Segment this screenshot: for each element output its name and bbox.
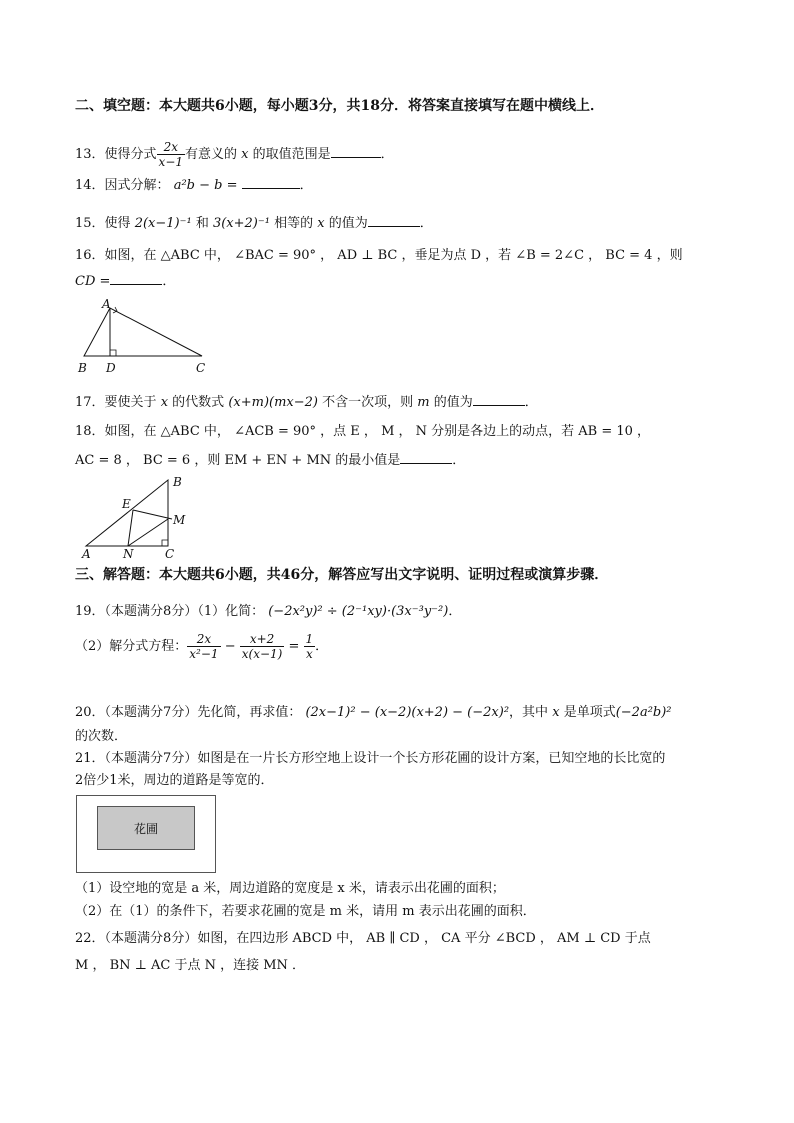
fraction-2x-over-x-1: $\frac{2x}{x-1}$ [158,140,184,169]
label-M: M [173,513,186,527]
question-16-line-2: CD = ． [75,274,176,289]
question-21-line-1: 21．（本题满分7分）如图是在一片长方形空地上设计一个长方形花圃的设计方案，已知空地的长比宽的 [75,751,666,766]
section-2-heading: 二、填空题：本大题共6小题，每小题3分，共18分．将答案直接填写在题中横线上． [75,98,604,114]
answer-blank-13[interactable] [331,145,381,158]
answer-blank-14[interactable] [242,176,300,189]
question-19-part-2: （2）解分式方程： $\frac{2x}{\text{x²−1}}$ − $\frac{x+2}{x(x-1)}$ = $\frac{1}{x}$ ． [75,632,329,661]
label-E: E [122,497,131,511]
label-C: C [165,547,175,561]
question-18-line-2: AC = 8 ， BC = 6 ，则 EM + EN + MN 的最小值是 ． [75,453,466,468]
question-21-sub-2: （2）在（1）的条件下，若要求花圃的宽是 m 米，请用 m 表示出花圃的面积． [75,904,536,919]
question-22-line-2: M ， BN ⊥ AC 于点 N ，连接 MN ． [75,958,306,973]
question-14: 14．因式分解： a²b − b = ． [75,178,313,193]
answer-blank-17[interactable] [473,393,525,406]
label-D: D [106,361,116,375]
answer-blank-18[interactable] [400,451,452,464]
question-20-line-1: 20．（本题满分7分）先化简，再求值： (2x−1)² − (x−2)(x+2) − (−2x)²，其中 x 是单项式(−2a²b)² [75,705,672,720]
label-B: B [173,475,182,489]
question-16-line-1: 16．如图，在 △ABC 中， ∠BAC = 90° ， AD ⊥ BC ，垂足为点 D ，若 ∠B = 2∠C ， BC = 4 ，则 [75,248,683,263]
figure-18-triangle [76,472,196,562]
fraction-3: $\frac{1}{x}$ [305,632,314,661]
label-N: N [123,547,134,561]
question-20-line-2: 的次数． [75,729,128,744]
garden-label: 花圃 [133,821,158,836]
fraction-1: $\frac{2x}{\text{x²−1}}$ [189,632,219,661]
question-13: 13．使得分式 $\frac{2x}{x-1}$ 有意义的 x 的取值范围是 ． [75,140,394,169]
label-C: C [196,361,206,375]
question-18-line-1: 18．如图，在 △ABC 中， ∠ACB = 90° ，点 E ， M ， N 分别是各边上的动点，若 AB = 10 ， [75,424,651,439]
answer-blank-15[interactable] [368,214,420,227]
figure-16-triangle [72,298,222,378]
question-17: 17．要使关于 x 的代数式 (x+m)(mx−2) 不含一次项，则 m 的值为 ． [75,395,538,410]
question-21-line-2: 2倍少1米，周边的道路是等宽的． [75,773,274,788]
answer-blank-16[interactable] [110,272,162,285]
question-19-part-1: 19．（本题满分8分）（1）化简： (−2x²y)² ÷ (2⁻¹xy)·(3x⁻³y⁻²)． [75,604,462,619]
question-21-sub-1: （1）设空地的宽是 a 米，周边道路的宽度是 x 米，请表示出花圃的面积； [75,881,505,896]
label-B: B [78,361,87,375]
label-A: A [102,298,111,311]
question-15: 15．使得 2(x−1)⁻¹ 和 3(x+2)⁻¹ 相等的 x 的值为 ． [75,216,433,231]
label-A: A [82,547,91,561]
fraction-2: $\frac{x+2}{x(x-1)}$ [241,632,283,661]
section-3-heading: 三、解答题：本大题共6小题，共46分，解答应写出文字说明、证明过程或演算步骤． [75,567,609,583]
figure-21-lot [76,795,216,873]
garden-area [97,806,195,850]
question-22-line-1: 22．（本题满分8分）如图，在四边形 ABCD 中， AB ∥ CD ， CA 平分 ∠BCD ， AM ⊥ CD 于点 [75,931,651,946]
